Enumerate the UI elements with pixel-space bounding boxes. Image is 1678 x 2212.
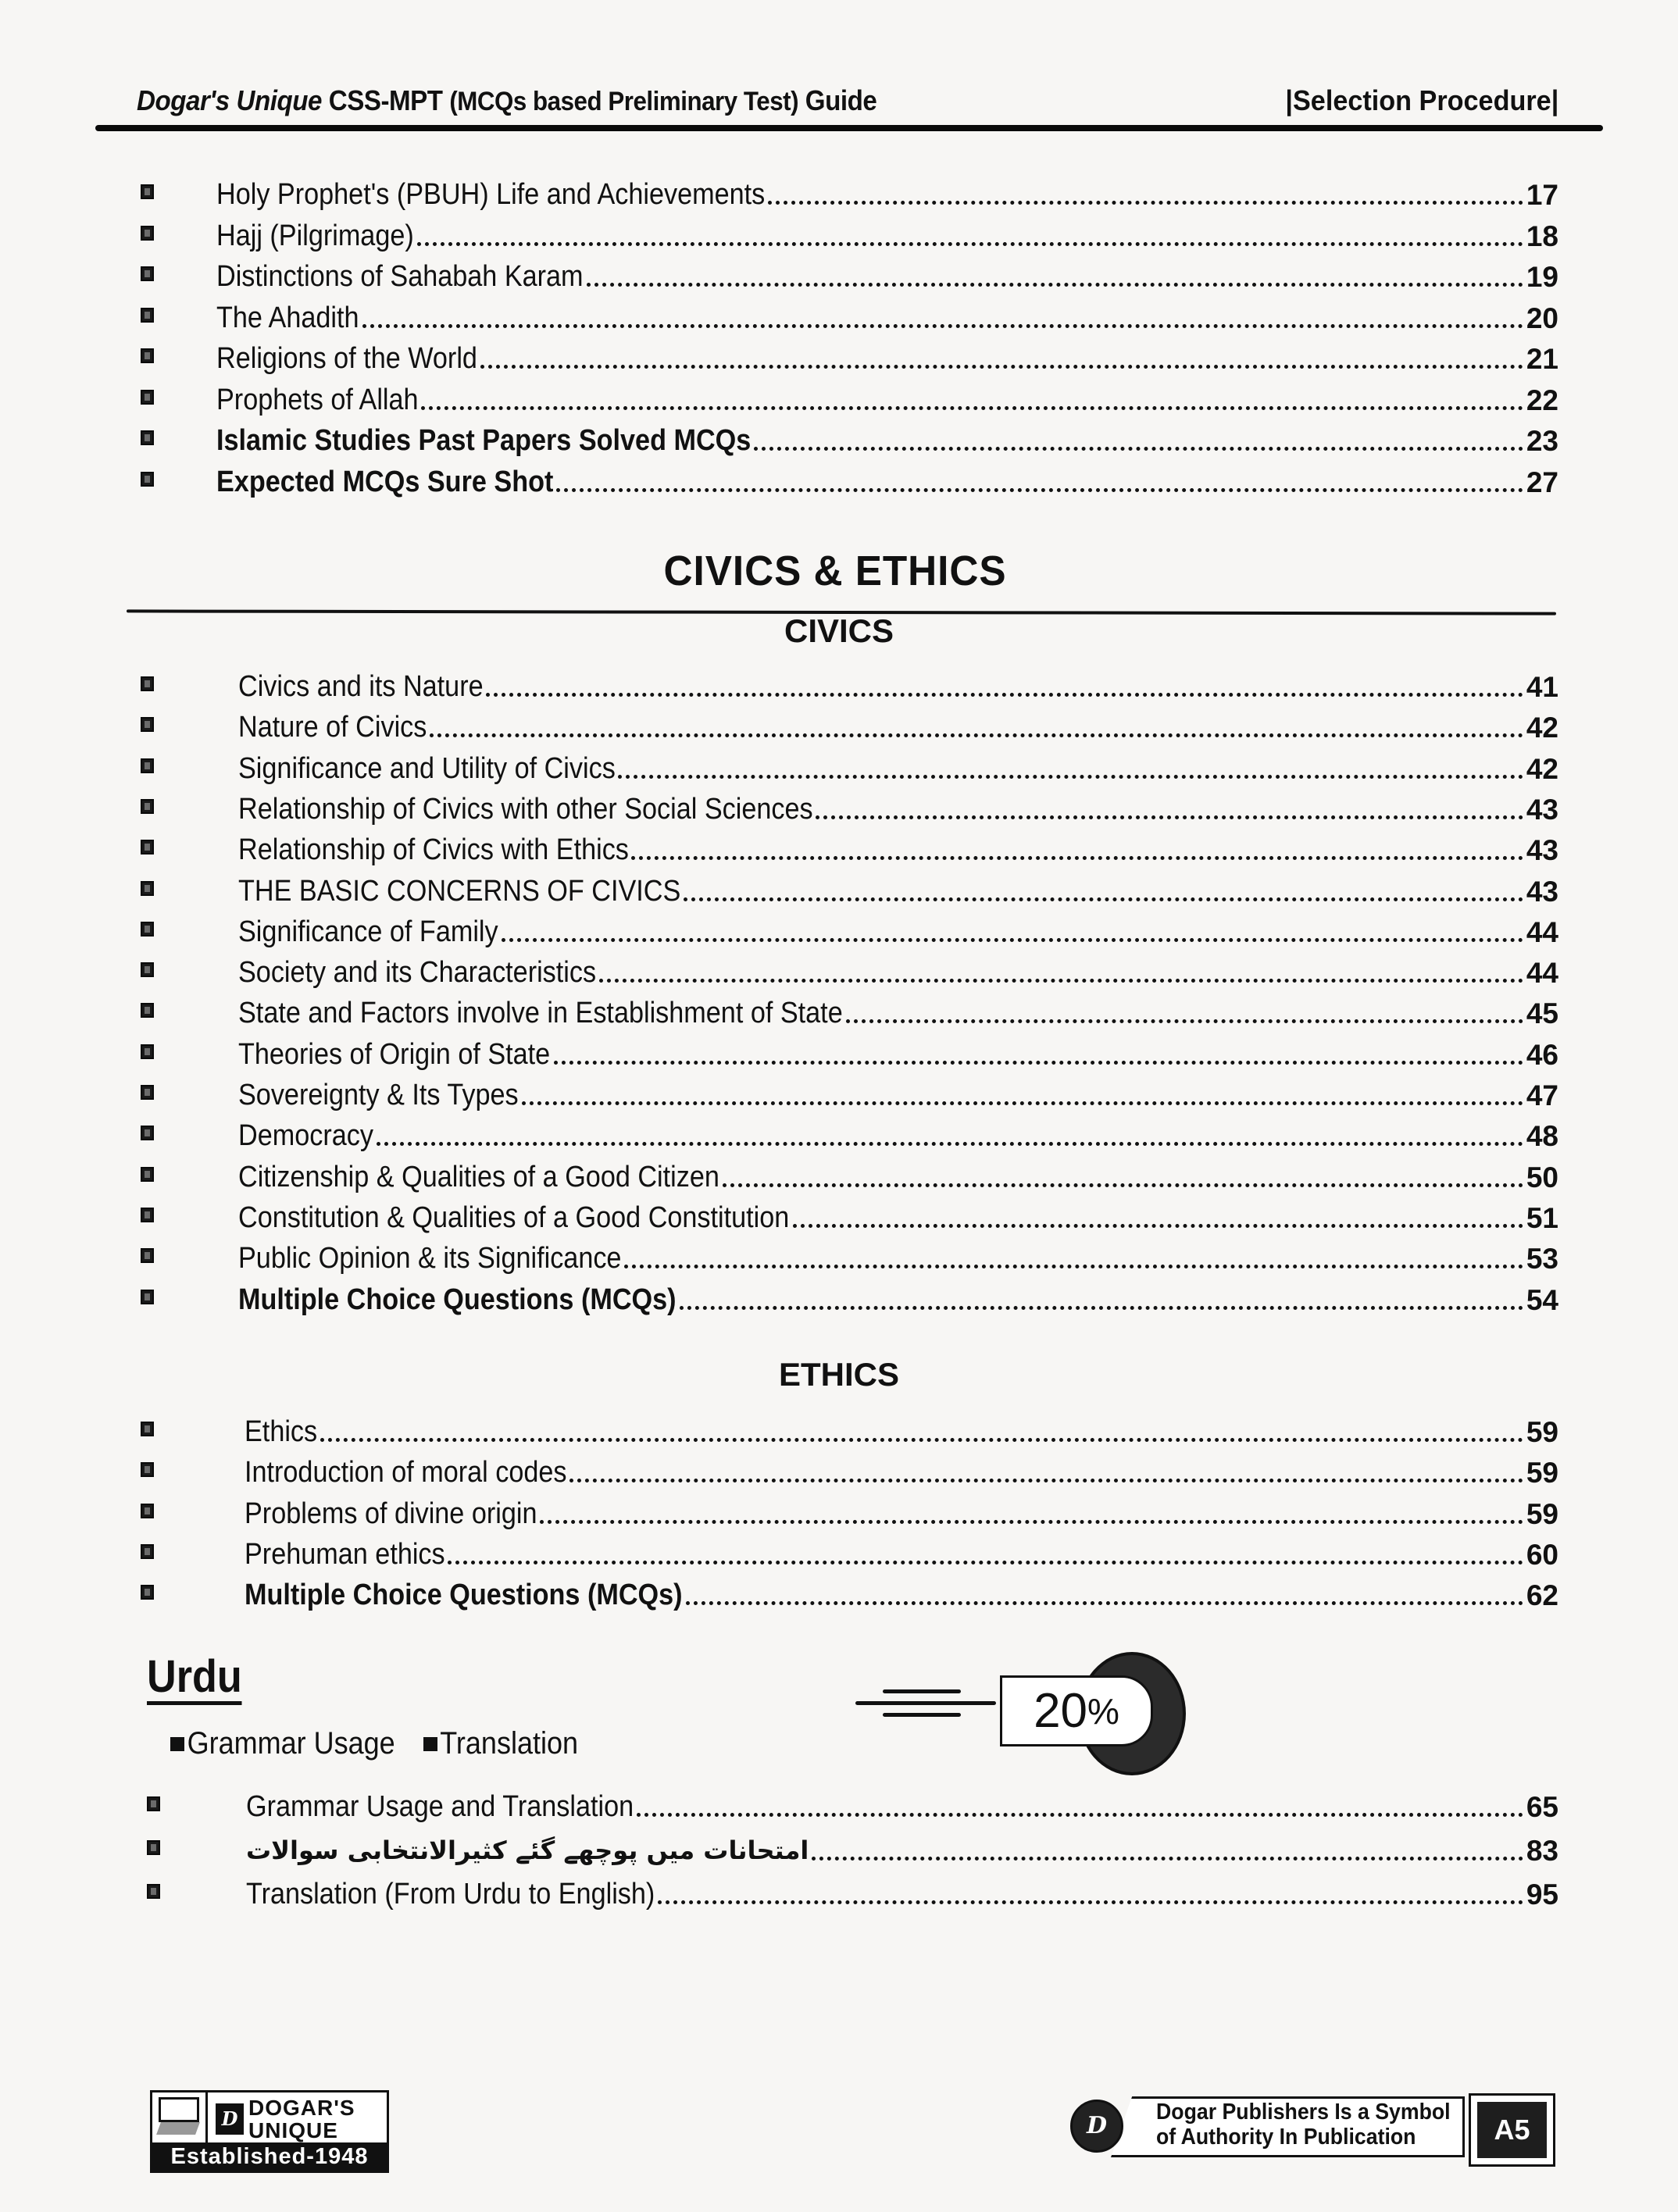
dot-leader [377, 1142, 1523, 1146]
toc-entry-title: Hajj (Pilgrimage) [216, 219, 414, 252]
toc-entry-title: Distinctions of Sahabah Karam [216, 260, 584, 293]
dot-leader [684, 897, 1523, 901]
dot-leader [680, 1306, 1523, 1310]
brand-name: Dogar's Unique [137, 84, 322, 116]
square-bullet-icon [141, 1504, 154, 1518]
toc-entry-title: Grammar Usage and Translation [246, 1790, 634, 1823]
weightage-percent-sign: % [1087, 1690, 1119, 1732]
toc-entry-title: Democracy [238, 1119, 373, 1153]
square-bullet-icon [141, 390, 154, 405]
toc-entry-page: 50 [1526, 1161, 1558, 1193]
toc-entry-page: 53 [1526, 1243, 1558, 1275]
toc-entry-title: Holy Prophet's (PBUH) Life and Achievements [216, 178, 766, 211]
toc-entry[interactable] [238, 1069, 1558, 1110]
weightage-badge [848, 1644, 1223, 1769]
toc-entry[interactable] [216, 456, 1558, 497]
dot-leader [754, 447, 1523, 451]
subheading-ethics: ETHICS [778, 1356, 899, 1393]
square-bullet-icon [141, 962, 154, 977]
square-bullet-icon [423, 1737, 437, 1751]
toc-entry[interactable] [238, 947, 1558, 990]
dot-leader [624, 1265, 1523, 1268]
dot-leader [618, 775, 1523, 779]
toc-entry-page: 17 [1526, 179, 1558, 211]
square-bullet-icon [141, 184, 154, 199]
toc-entry[interactable] [216, 169, 1558, 209]
topic-tag [170, 1726, 395, 1761]
square-bullet-icon [170, 1737, 184, 1751]
title-end: Guide [805, 84, 877, 116]
dot-leader [430, 733, 1523, 737]
toc-entry-page: 65 [1526, 1791, 1558, 1823]
page-number-box [1469, 2093, 1555, 2167]
dot-leader [540, 1520, 1523, 1524]
dot-leader [522, 1101, 1523, 1105]
toc-entry[interactable] [238, 1029, 1558, 1069]
subheading-civics: CIVICS [784, 612, 894, 649]
square-bullet-icon [141, 1003, 154, 1018]
toc-entry-page: 46 [1526, 1038, 1558, 1071]
toc-entry-page: 19 [1526, 261, 1558, 293]
weightage-number: 20 [1034, 1684, 1088, 1738]
speed-line-icon [883, 1713, 961, 1717]
toc-entry-page: 22 [1526, 384, 1558, 416]
dot-leader [812, 1857, 1523, 1861]
toc-entry[interactable] [245, 1529, 1558, 1569]
toc-entry-page: 23 [1526, 425, 1558, 457]
toc-entry-page: 95 [1526, 1878, 1558, 1911]
toc-entry-title: Significance and Utility of Civics [238, 751, 616, 785]
toc-entry[interactable] [216, 292, 1558, 333]
dot-leader [362, 324, 1523, 328]
square-bullet-icon [141, 348, 154, 363]
toc-entry[interactable] [245, 1488, 1558, 1529]
toc-entry[interactable] [238, 865, 1558, 906]
toc-entry[interactable] [246, 1781, 1558, 1821]
dot-leader [631, 856, 1523, 860]
publisher-tagline [1070, 2093, 1555, 2171]
toc-entry-page: 59 [1526, 1497, 1558, 1530]
dot-leader [421, 406, 1523, 410]
toc-entry-title: Introduction of moral codes [245, 1456, 567, 1490]
toc-entry-title: The Ahadith [216, 301, 359, 334]
square-bullet-icon [141, 1544, 154, 1559]
dot-leader [793, 1224, 1523, 1228]
square-bullet-icon [141, 1462, 154, 1477]
topic-tag-label: Grammar Usage [187, 1726, 395, 1761]
dot-leader [686, 1601, 1523, 1605]
square-bullet-icon [141, 1044, 154, 1059]
toc-entry-title: Constitution & Qualities of a Good Constitution [238, 1201, 790, 1234]
toc-entry-title: State and Factors involve in Establishment of State [238, 997, 843, 1030]
toc-entry[interactable] [238, 1110, 1558, 1151]
dot-leader [448, 1561, 1523, 1564]
toc-entry-title: Public Opinion & its Significance [238, 1242, 622, 1275]
toc-entry-page: 43 [1526, 793, 1558, 826]
tagline-text [1156, 2100, 1451, 2150]
dot-leader [637, 1813, 1523, 1817]
dot-leader [502, 938, 1523, 942]
toc-entry[interactable] [245, 1569, 1558, 1610]
square-bullet-icon [141, 266, 154, 281]
toc-entry-title: Prophets of Allah [216, 383, 419, 416]
dot-leader [569, 1479, 1523, 1482]
square-bullet-icon [141, 799, 154, 814]
square-bullet-icon [141, 308, 154, 323]
toc-entry[interactable] [238, 824, 1558, 865]
toc-entry-page: 43 [1526, 834, 1558, 867]
toc-entry-title: Nature of Civics [238, 711, 427, 744]
toc-entry-page: 83 [1526, 1835, 1558, 1867]
toc-entry[interactable] [246, 1825, 1558, 1865]
square-bullet-icon [141, 881, 154, 896]
square-bullet-icon [147, 1884, 160, 1899]
square-bullet-icon [141, 1167, 154, 1182]
dot-leader [599, 979, 1523, 983]
toc-entry-title: Civics and its Nature [238, 670, 484, 703]
toc-entry-title: Prehuman ethics [245, 1537, 445, 1571]
toc-entry[interactable] [238, 1233, 1558, 1273]
square-bullet-icon [141, 1126, 154, 1140]
section-heading-civics-ethics [0, 547, 1674, 595]
header-rule [95, 125, 1603, 131]
section-label: |Selection Procedure| [1285, 84, 1558, 116]
dot-leader [480, 365, 1523, 369]
page-number: A5 [1477, 2102, 1547, 2158]
square-bullet-icon [141, 226, 154, 241]
publisher-logo [150, 2090, 389, 2173]
dot-leader [658, 1900, 1523, 1904]
toc-entry-title: Multiple Choice Questions (MCQs) [245, 1579, 683, 1612]
tagline-line-2: of Authority In Publication [1156, 2125, 1416, 2150]
toc-entry-title: امتحانات میں پوچھے گئے کثیرالانتخابی سوالات [246, 1836, 809, 1865]
toc-entry-page: 42 [1526, 752, 1558, 785]
toc-entry-title: THE BASIC CONCERNS OF CIVICS [238, 874, 681, 908]
toc-entry-page: 51 [1526, 1201, 1558, 1234]
toc-entry-title: Relationship of Civics with other Social Sciences [238, 792, 813, 826]
dot-leader [486, 693, 1523, 697]
square-bullet-icon [141, 840, 154, 854]
logo-line-1: DOGAR'S [248, 2096, 355, 2120]
square-bullet-icon [141, 676, 154, 691]
toc-entry-page: 20 [1526, 301, 1558, 334]
toc-entry-title: Relationship of Civics with Ethics [238, 833, 629, 867]
toc-entry[interactable] [216, 415, 1558, 455]
toc-entry-title: Significance of Family [238, 915, 498, 948]
toc-entry-page: 59 [1526, 1457, 1558, 1490]
toc-entry[interactable] [216, 251, 1558, 291]
square-bullet-icon [147, 1796, 160, 1811]
toc-entry-title: Citizenship & Qualities of a Good Citizen [238, 1160, 719, 1193]
toc-entry-title: Theories of Origin of State [238, 1037, 551, 1071]
square-bullet-icon [141, 1208, 154, 1222]
section-heading-text: CIVICS & ETHICS [663, 548, 1007, 594]
toc-entry[interactable] [216, 333, 1558, 373]
dot-leader [723, 1183, 1523, 1187]
logo-line-2: UNIQUE [248, 2118, 338, 2142]
square-bullet-icon [141, 717, 154, 732]
running-header [137, 84, 1574, 123]
toc-entry-title: Islamic Studies Past Papers Solved MCQs [216, 424, 752, 457]
speed-line-icon [883, 1689, 961, 1693]
dot-leader [556, 488, 1523, 492]
dot-leader [768, 201, 1523, 205]
section-heading-urdu: Urdu [147, 1654, 242, 1705]
toc-entry-page: 48 [1526, 1120, 1558, 1153]
toc-entry-title: Expected MCQs Sure Shot [216, 465, 554, 498]
title-main: CSS-MPT [328, 84, 443, 116]
square-bullet-icon [141, 1585, 154, 1600]
square-bullet-icon [141, 1290, 154, 1304]
book-icon [152, 2092, 208, 2142]
urdu-topic-tags [170, 1726, 578, 1761]
dot-leader [554, 1061, 1523, 1065]
square-bullet-icon [141, 1422, 154, 1436]
toc-entry-title: Problems of divine origin [245, 1497, 537, 1530]
toc-entry-title: Sovereignty & Its Types [238, 1079, 519, 1111]
dot-leader [816, 815, 1523, 819]
square-bullet-icon [141, 1248, 154, 1263]
square-bullet-icon [141, 472, 154, 487]
toc-entry-page: 42 [1526, 712, 1558, 744]
speed-line-icon [855, 1701, 996, 1705]
dot-leader [846, 1019, 1523, 1023]
square-bullet-icon [147, 1840, 160, 1855]
toc-entry[interactable] [238, 783, 1558, 824]
toc-entry-page: 27 [1526, 466, 1558, 498]
toc-entry-title: Translation (From Urdu to English) [246, 1878, 655, 1911]
toc-entry[interactable] [238, 1192, 1558, 1233]
toc-entry-page: 18 [1526, 219, 1558, 252]
toc-entry[interactable] [238, 661, 1558, 701]
dogar-d-icon: D [216, 2103, 244, 2135]
toc-entry[interactable] [238, 1151, 1558, 1192]
toc-entry-page: 62 [1526, 1579, 1558, 1612]
toc-entry[interactable] [238, 1274, 1558, 1315]
publisher-seal-icon: D [1070, 2100, 1123, 2153]
square-bullet-icon [141, 1085, 154, 1100]
weightage-value [1000, 1675, 1153, 1746]
toc-entry-title: Society and its Characteristics [238, 956, 597, 990]
toc-entry[interactable] [238, 701, 1558, 742]
toc-entry[interactable] [238, 906, 1558, 947]
square-bullet-icon [141, 758, 154, 773]
tagline-line-1: Dogar Publishers Is a Symbol [1156, 2100, 1451, 2125]
toc-entry-page: 54 [1526, 1283, 1558, 1316]
toc-entry-title: Religions of the World [216, 342, 477, 375]
title-paren: (MCQs based Preliminary Test) [449, 87, 799, 116]
toc-entry-title: Multiple Choice Questions (MCQs) [238, 1283, 677, 1316]
toc-entry-page: 47 [1526, 1079, 1558, 1111]
toc-entry-title: Ethics [245, 1415, 318, 1448]
dot-leader [587, 283, 1523, 287]
book-title [137, 84, 876, 117]
square-bullet-icon [141, 922, 154, 937]
dot-leader [417, 242, 1523, 246]
topic-tag [423, 1726, 578, 1761]
toc-entry-page: 41 [1526, 671, 1558, 703]
toc-entry[interactable] [245, 1447, 1558, 1490]
toc-entry[interactable] [216, 374, 1558, 415]
toc-entry[interactable] [238, 743, 1558, 783]
toc-entry-page: 45 [1526, 997, 1558, 1030]
toc-entry[interactable] [216, 210, 1558, 251]
toc-entry-page: 60 [1526, 1538, 1558, 1571]
toc-entry[interactable] [245, 1406, 1558, 1447]
square-bullet-icon [141, 430, 154, 445]
toc-entry-page: 21 [1526, 343, 1558, 375]
toc-entry-page: 59 [1526, 1416, 1558, 1448]
toc-entry-page: 44 [1526, 915, 1558, 948]
toc-entry[interactable] [238, 987, 1558, 1028]
toc-entry-page: 43 [1526, 875, 1558, 908]
topic-tag-label: Translation [440, 1726, 579, 1761]
established-label: Established-1948 [152, 2142, 387, 2171]
dot-leader [320, 1438, 1523, 1442]
toc-entry[interactable] [246, 1868, 1558, 1909]
toc-entry-page: 44 [1526, 957, 1558, 990]
